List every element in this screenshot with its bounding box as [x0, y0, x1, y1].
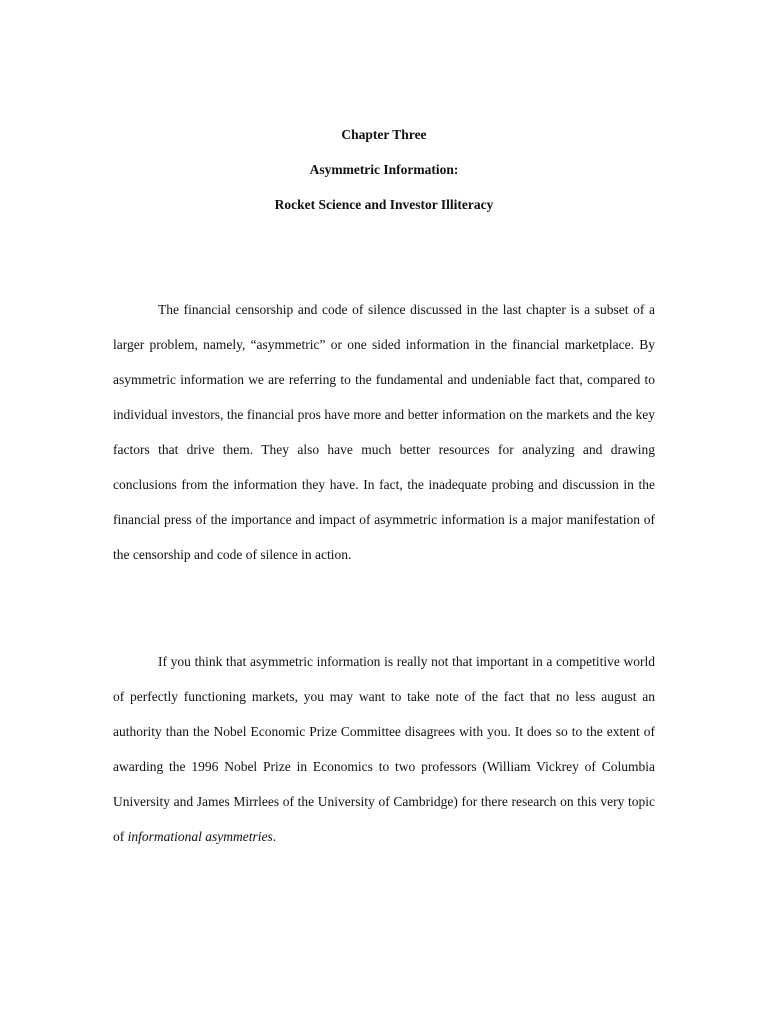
chapter-title: Asymmetric Information:	[309, 162, 459, 177]
emphasized-term: informational asymmetries	[127, 829, 273, 844]
paragraph-2-end: .	[272, 829, 277, 844]
chapter-subtitle: Rocket Science and Investor Illiteracy	[274, 197, 494, 212]
body-paragraph-2	[113, 644, 655, 854]
body-paragraph-1: The financial censorship and code of silence discussed in the last chapter is a subset of a larger problem, namely, “asymmetric” or one sided information in the financial marketplace. By asymmetric information we are referring to the fundamental and undeniable fact that, compared to individual investors, the financial pros have more and better information on the markets and the key factors that drive them. They also have much better resources for analyzing and drawing conclusions from the information they have. In fact, the inadequate probing and discussion in the financial press of the importance and impact of asymmetric information is a major manifestation of the censorship and code of silence in action.	[113, 302, 655, 562]
chapter-number: Chapter Three	[341, 127, 427, 142]
paragraph-2-text: If you think that asymmetric information is really not that important in a competitive world of perfectly functioning markets, you may want to take note of the fact that no less august an authority than the Nobel Economic Prize Committee disagrees with you. It does so to the extent of awarding the 1996 Nobel Prize in Economics to two professors (William Vickrey of Columbia University and James Mirrlees of the University of Cambridge) for there research on this very topic of	[113, 654, 655, 844]
